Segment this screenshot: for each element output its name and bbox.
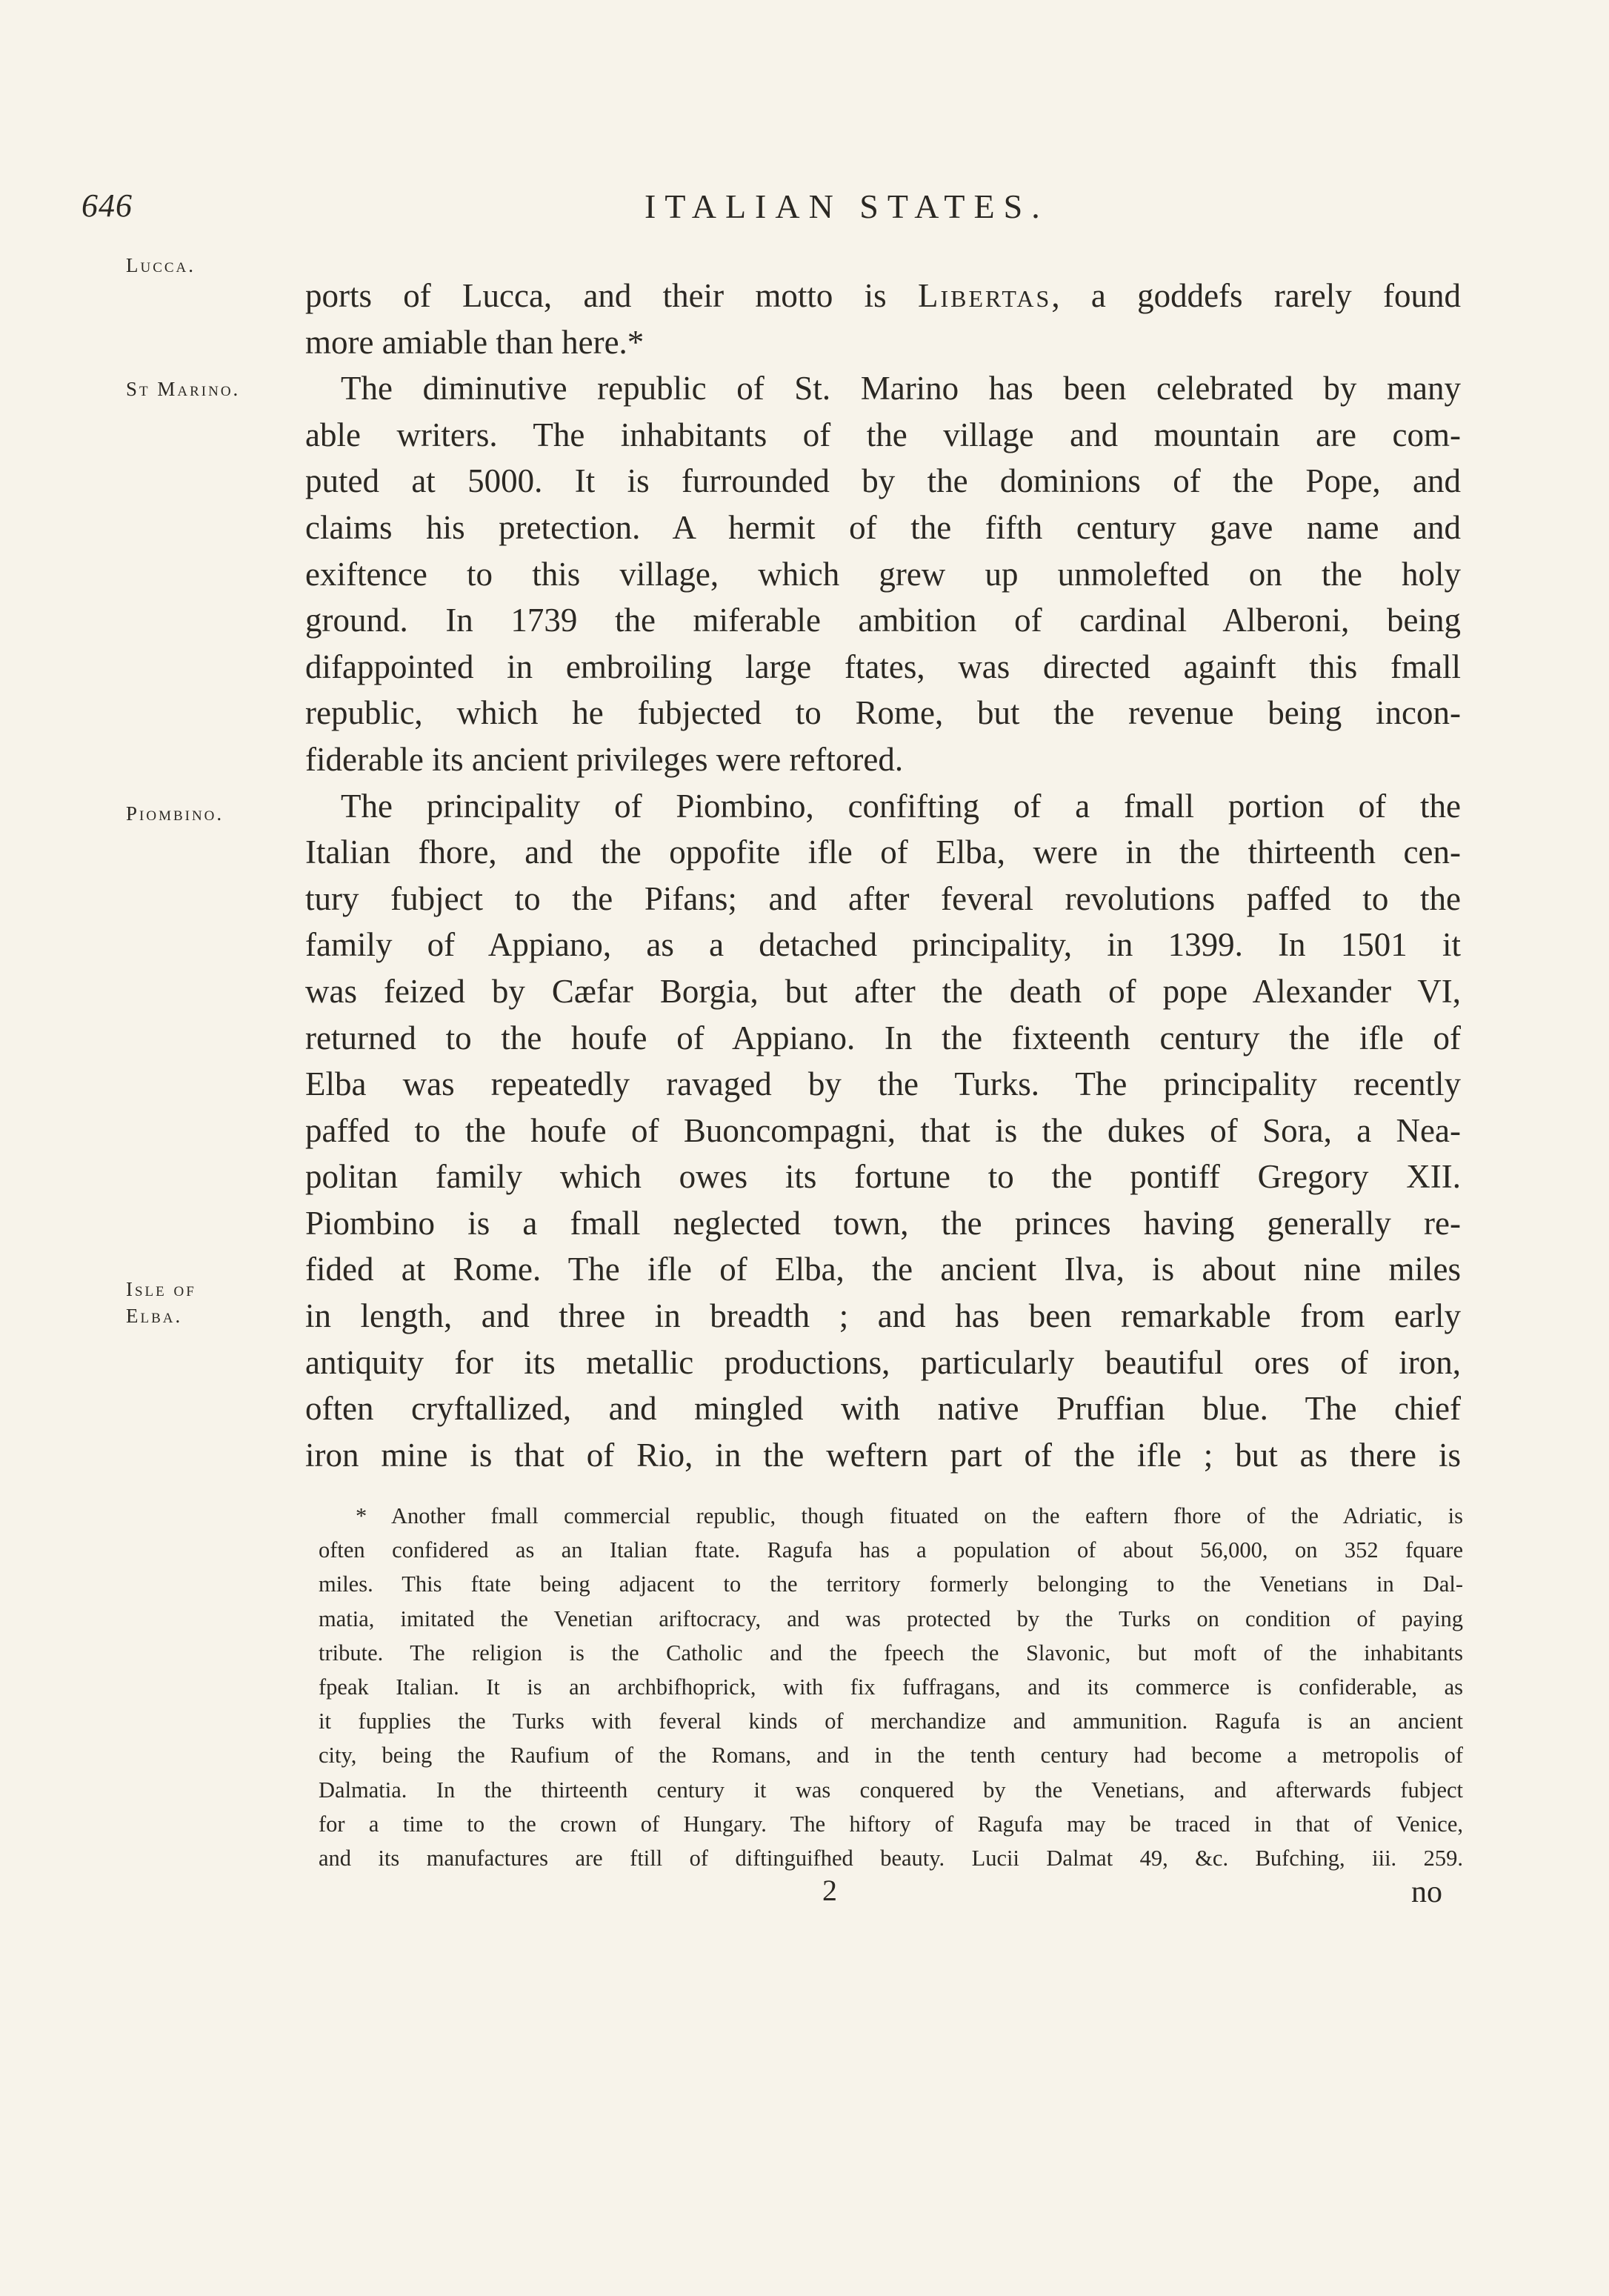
body-line: fiderable its ancient privileges were reftored.	[305, 740, 904, 778]
footnote-line: it fupplies the Turks with feveral kinds of merchandize and ammunition. Ragufa is an ancient	[319, 1708, 1463, 1734]
body-line: The principality of Piombino, confifting of a fmall portion of the	[341, 787, 1461, 825]
footnote-line: and its manufactures are ftill of diftinguifhed beauty. Lucii Dalmat 49, &c. Bufching, iii. 259.	[319, 1845, 1463, 1871]
margin-note-lucca: Lucca.	[126, 254, 196, 276]
footnote	[319, 1499, 1463, 1875]
body-line: Italian fhore, and the oppofite ifle of Elba, were in the thirteenth cen-	[305, 833, 1461, 871]
footnote-line: * Another fmall commercial republic, though fituated on the eaftern fhore of the Adriatic, is	[356, 1503, 1463, 1528]
footnote-line: fpeak Italian. It is an archbifhoprick, with fix fuffragans, and its commerce is confiderable, as	[319, 1674, 1463, 1700]
body-line: puted at 5000. It is furrounded by the dominions of the Pope, and	[305, 462, 1461, 500]
catchword: no	[1411, 1875, 1442, 1909]
footnote-line: Dalmatia. In the thirteenth century it was conquered by the Venetians, and afterwards fubject	[319, 1777, 1463, 1803]
signature-mark: 2	[822, 1874, 837, 1907]
body-line: The diminutive republic of St. Marino has been celebrated by many	[341, 370, 1461, 407]
motto-libertas: Libertas	[917, 277, 1052, 314]
body-line: able writers. The inhabitants of the village and mountain are com-	[305, 416, 1461, 453]
body-line: more amiable than here.*	[305, 323, 644, 361]
body-line: was feized by Cæfar Borgia, but after the death of pope Alexander VI,	[305, 972, 1461, 1010]
footnote-line: tribute. The religion is the Catholic and the fpeech the Slavonic, but moft of the inhabitants	[319, 1640, 1463, 1666]
margin-note-isle-of-elba: Isle of Elba.	[126, 1278, 196, 1327]
margin-note-piombino: Piombino.	[126, 802, 224, 825]
body-line: exiftence to this village, which grew up unmolefted on the holy	[305, 555, 1461, 593]
running-title: ITALIAN STATES.	[644, 187, 1049, 225]
margin-note-st-marino: St Marino.	[126, 378, 241, 400]
body-line: paffed to the houfe of Buoncompagni, that is the dukes of Sora, a Nea-	[305, 1111, 1461, 1149]
body-line: often cryftallized, and mingled with native Pruffian blue. The chief	[305, 1390, 1461, 1428]
body-line: ports of Lucca, and their motto is Libertas, a goddefs rarely found	[305, 277, 1461, 314]
body-line: iron mine is that of Rio, in the weftern part of the ifle ; but as there is	[305, 1436, 1461, 1474]
page-header	[81, 187, 1489, 239]
body-line: politan family which owes its fortune to the pontiff Gregory XII.	[305, 1158, 1461, 1196]
footnote-line: city, being the Raufium of the Romans, and in the tenth century had become a metropolis of	[319, 1743, 1463, 1768]
body-line: republic, which he fubjected to Rome, but the revenue being incon-	[305, 694, 1461, 732]
body-line: claims his pretection. A hermit of the fifth century gave name and	[305, 508, 1461, 546]
body-line: antiquity for its metallic productions, particularly beautiful ores of iron,	[305, 1343, 1461, 1381]
body-line: tury fubject to the Pifans; and after feveral revolutions paffed to the	[305, 879, 1461, 917]
footnote-line: miles. This ftate being adjacent to the territory formerly belonging to the Venetians in Dal-	[319, 1571, 1463, 1597]
footnote-line: often confidered as an Italian ftate. Ragufa has a population of about 56,000, on 352 fquare	[319, 1537, 1463, 1563]
page-number: 646	[81, 187, 133, 224]
body-line: returned to the houfe of Appiano. In the fixteenth century the ifle of	[305, 1019, 1461, 1057]
body-line: ground. In 1739 the miferable ambition of cardinal Alberoni, being	[305, 602, 1461, 639]
body-line: Elba was repeatedly ravaged by the Turks. The principality recently	[305, 1065, 1461, 1103]
body-line: family of Appiano, as a detached principality, in 1399. In 1501 it	[305, 926, 1461, 964]
body-line: in length, and three in breadth ; and has been remarkable from early	[305, 1297, 1461, 1335]
body-line: Piombino is a fmall neglected town, the princes having generally re-	[305, 1204, 1461, 1242]
body-line: difappointed in embroiling large ftates, was directed againft this fmall	[305, 648, 1461, 685]
body-text	[305, 273, 1461, 1478]
body-line: fided at Rome. The ifle of Elba, the ancient Ilva, is about nine miles	[305, 1251, 1461, 1288]
footnote-line: for a time to the crown of Hungary. The hiftory of Ragufa may be traced in that of Venice,	[319, 1811, 1463, 1837]
footnote-line: matia, imitated the Venetian ariftocracy, and was protected by the Turks on condition of paying	[319, 1605, 1463, 1631]
